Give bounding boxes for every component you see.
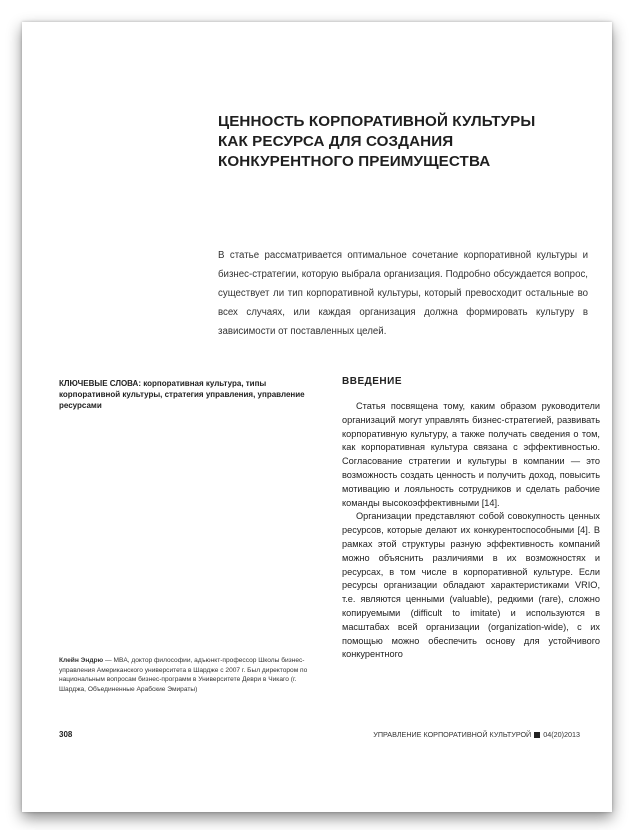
page-number: 308: [59, 730, 73, 739]
body-paragraph: Организации представляют собой совокупность ценных ресурсов, которые делают их конкурентоспособными [4]. В рамках этой структуры разную эффективность компаний можно объяснить различиями в их возможностях и ресурсах, в том числе в корпоративной культуре. Если ресурсы организации обладают характеристиками VRIO, т.е. являются ценными (valuable), редкими (rare), сложно копируемыми (difficult to imitate) и используются в масштабах всей организации (organization-wide), с их помощью можно обеспечить основу для устойчивого конкурентного: [342, 511, 600, 660]
title-line: ЦЕННОСТЬ КОРПОРАТИВНОЙ КУЛЬТУРЫ: [218, 113, 536, 130]
journal-footer: [373, 730, 580, 739]
title-line: КОНКУРЕНТНОГО ПРЕИМУЩЕСТВА: [218, 153, 491, 170]
page-sheet: [22, 22, 612, 812]
keywords-text: корпоративная культура, типы корпоративной культуры, стратегия управления, управление ресурсами: [59, 379, 305, 410]
body-paragraph: Статья посвящена тому, каким образом руководители организаций могут управлять бизнес-стратегией, развивать корпоративную культуру, а также получать сведения о том, как корпоративная культура связана с эффективностью. Согласование стратегии и культуры в компании — это возможность создать ценность и получить доход, повысить мотивацию и лояльность сотрудников и сделать рабочие команды высокоэффективными [14].: [342, 401, 600, 508]
square-icon: [534, 732, 540, 738]
keywords: [59, 378, 321, 411]
author-bio: — MBA, доктор философии, адъюнкт-профессор Школы бизнес-управления Американского университета в Шардже с 2007 г. Был директором по национальным вопросам бизнес-программ в Университете Деври в Чикаго (г. Шарджа, Объединенные Арабские Эмираты): [59, 657, 308, 693]
journal-name: УПРАВЛЕНИЕ КОРПОРАТИВНОЙ КУЛЬТУРОЙ: [373, 730, 532, 739]
author-note: [59, 656, 321, 694]
keywords-label: КЛЮЧЕВЫЕ СЛОВА:: [59, 379, 141, 388]
title-line: КАК РЕСУРСА ДЛЯ СОЗДАНИЯ: [218, 133, 454, 150]
journal-issue: 04(20)2013: [543, 730, 580, 739]
author-name: Клейн Эндрю: [59, 657, 104, 664]
article-title: [218, 112, 588, 172]
section-heading: ВВЕДЕНИЕ: [342, 376, 402, 387]
article-body: [342, 400, 600, 662]
abstract: В статье рассматривается оптимальное сочетание корпоративной культуры и бизнес-стратегии, которую выбрала организация. Подробно обсуждается вопрос, существует ли тип корпоративной культуры, который превосходит остальные во всех случаях, или каждая организация должна формировать культуру в зависимости от поставленных целей.: [218, 250, 588, 337]
